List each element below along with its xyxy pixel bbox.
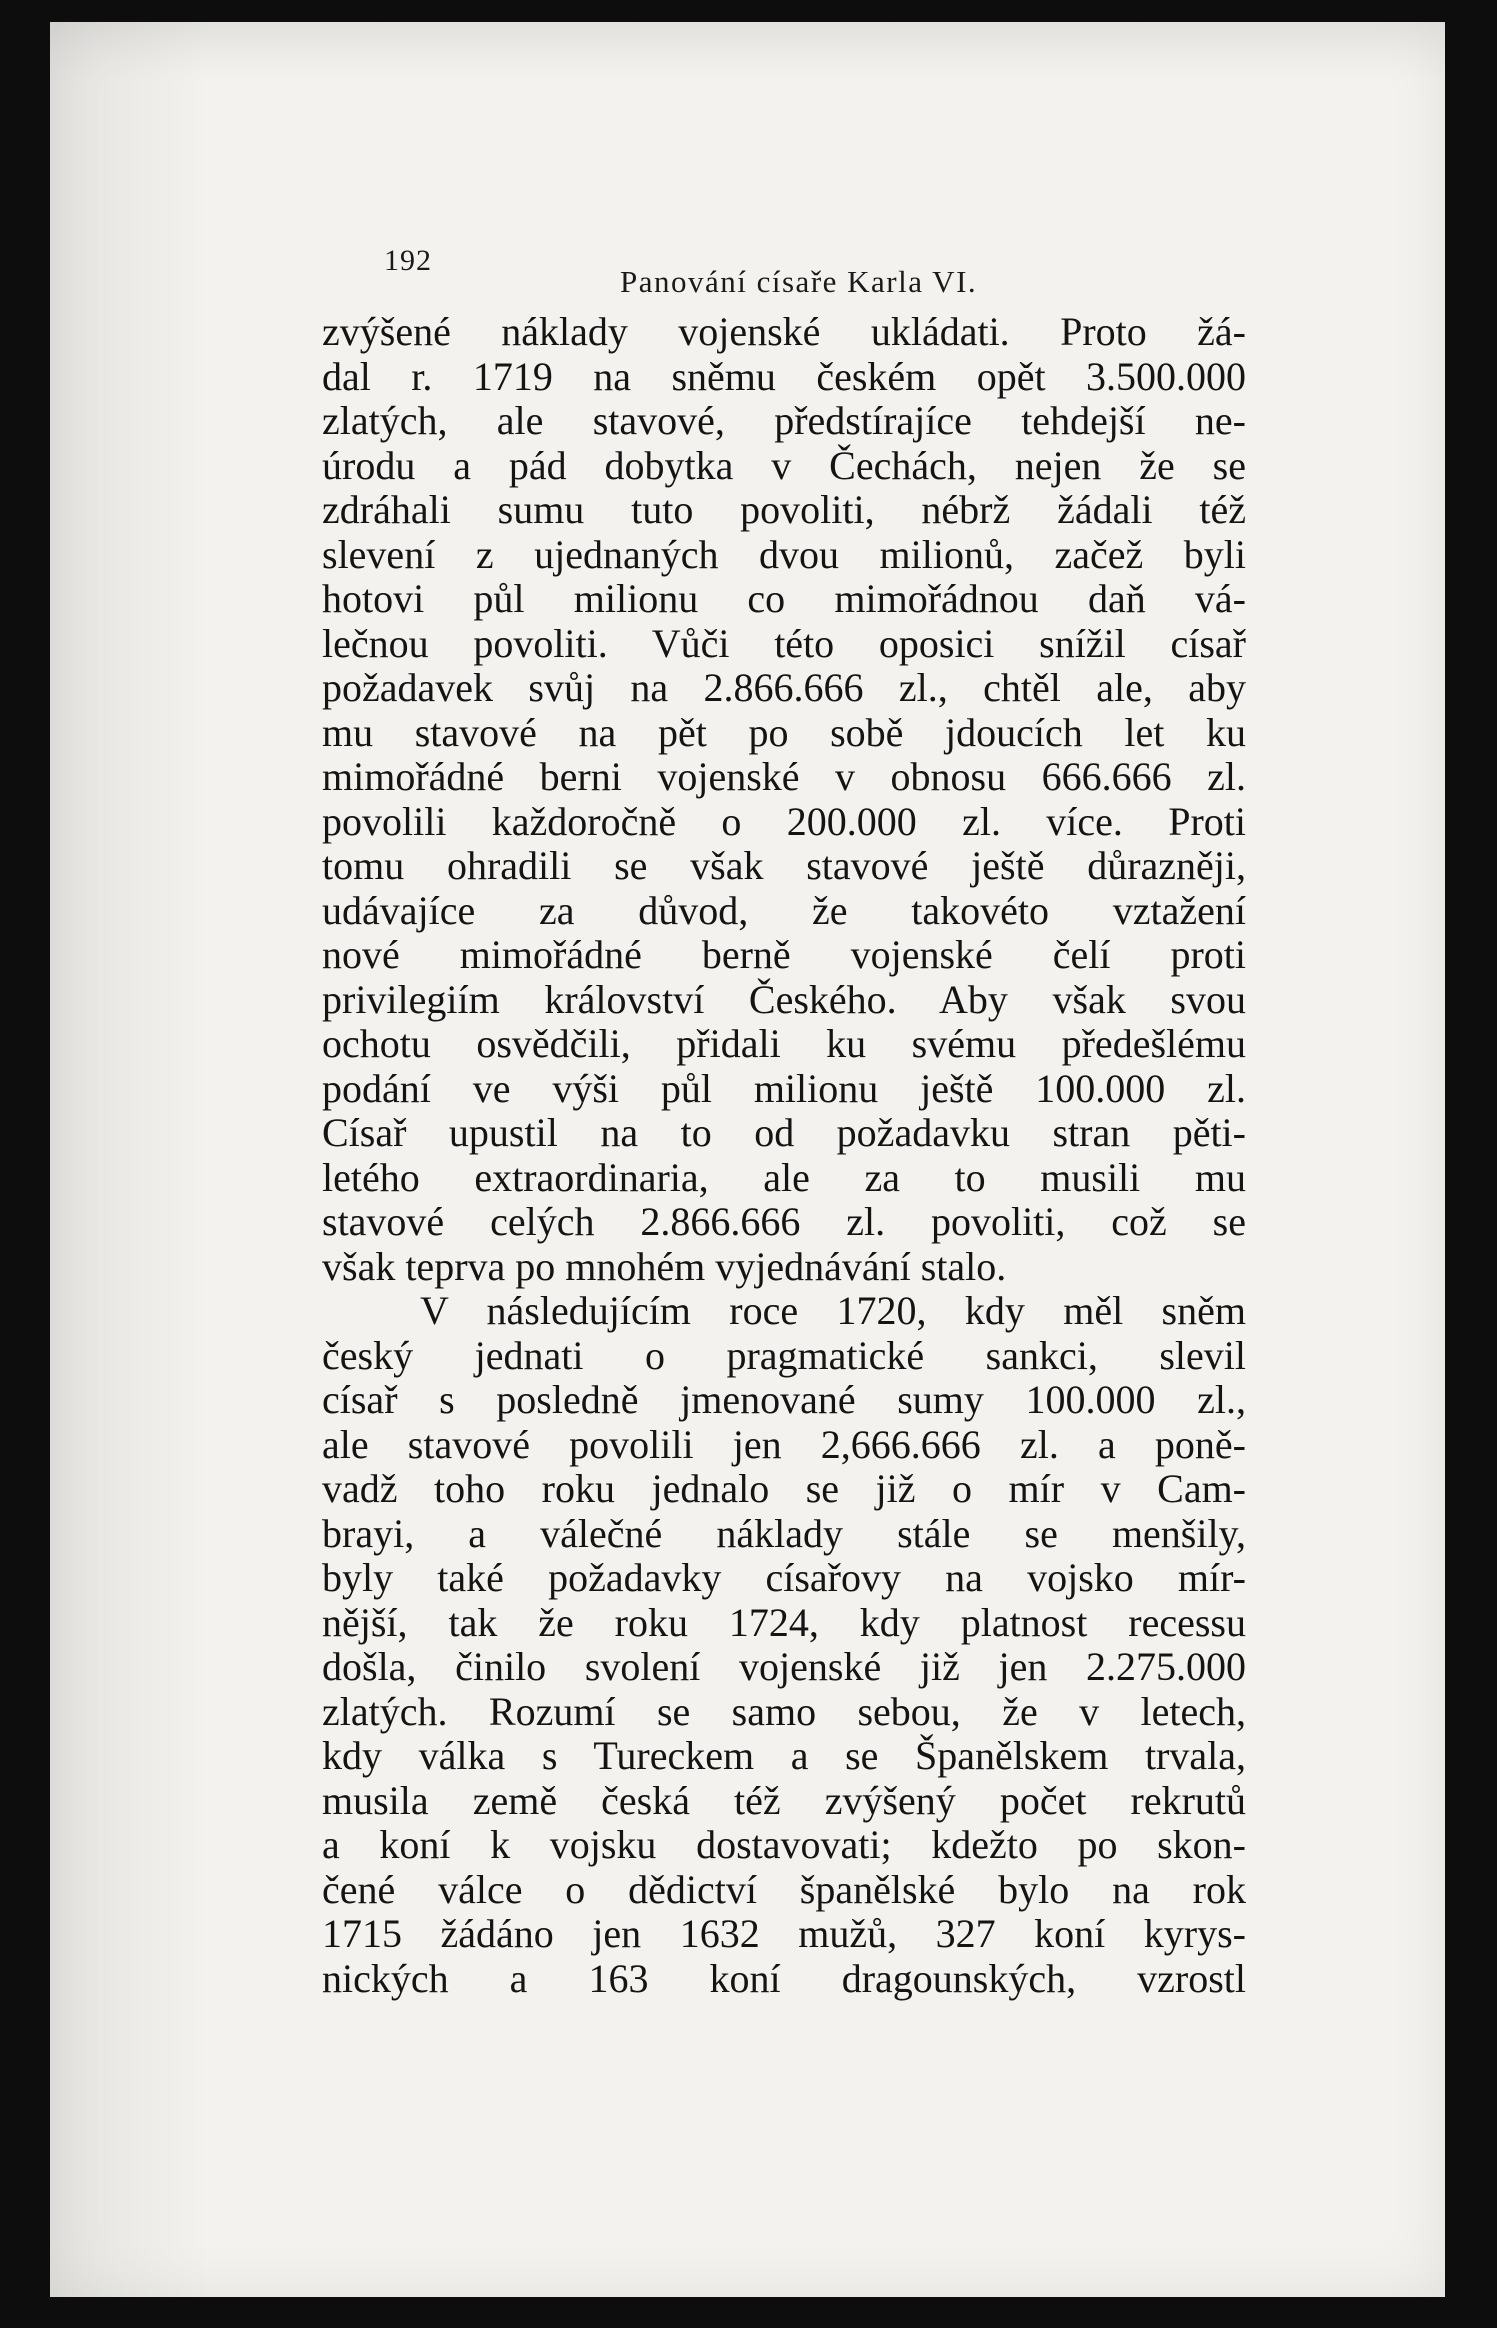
text-line: Císař upustil na to od požadavku stran pěti- [322, 1111, 1246, 1155]
text-line: hotovi půl milionu co mimořádnou daň vá- [322, 577, 1246, 621]
text-line: čené válce o dědictví španělské bylo na rok [322, 1867, 1246, 1912]
text-line: 1715 žádáno jen 1632 mužů, 327 koní kyrys- [322, 1912, 1246, 1956]
page-number: 192 [384, 244, 432, 277]
text-line: udávajíce za důvod, že takovéto vztažení [322, 888, 1246, 933]
text-line: český jednati o pragmatické sankci, slevil [322, 1333, 1246, 1378]
text-line: úrodu a pád dobytka v Čechách, nejen že se [322, 443, 1246, 488]
text-line: letého extraordinaria, ale za to musili mu [322, 1155, 1246, 1200]
text-line: brayi, a válečné náklady stále se menšily, [322, 1511, 1246, 1556]
text-line: stavové celých 2.866.666 zl. povoliti, což se [322, 1200, 1246, 1244]
body-text [322, 310, 1246, 2001]
text-line: zdráhali sumu tuto povoliti, nébrž žádali též [322, 488, 1246, 532]
text-line: ochotu osvědčili, přidali ku svému předešlému [322, 1022, 1246, 1066]
text-line: zlatých. Rozumí se samo sebou, že v letech, [322, 1689, 1246, 1734]
text-line: povolili každoročně o 200.000 zl. více. Proti [322, 799, 1246, 844]
text-line: lečnou povoliti. Vůči této oposici snížil císař [322, 621, 1246, 666]
text-line: podání ve výši půl milionu ještě 100.000 zl. [322, 1066, 1246, 1111]
text-line: nější, tak že roku 1724, kdy platnost recessu [322, 1600, 1246, 1645]
text-line: však teprva po mnohém vyjednávání stalo. [322, 1244, 1007, 1289]
text-line: tomu ohradili se však stavové ještě důrazněji, [322, 844, 1246, 888]
text-line: ale stavové povolili jen 2,666.666 zl. a poně- [322, 1422, 1246, 1467]
text-line: císař s posledně jmenované sumy 100.000 zl., [322, 1378, 1246, 1422]
text-line: zlatých, ale stavové, předstírajíce tehdejší ne- [322, 399, 1246, 443]
text-line: privilegiím království Českého. Aby však svou [322, 977, 1246, 1022]
text-line: došla, činilo svolení vojenské již jen 2.275.000 [322, 1645, 1246, 1689]
text-line: slevení z ujednaných dvou milionů, začež byli [322, 532, 1246, 577]
text-line: mimořádné berni vojenské v obnosu 666.666 zl. [322, 755, 1246, 799]
text-line: kdy válka s Tureckem a se Španělskem trvala, [322, 1734, 1246, 1778]
text-line: V následujícím roce 1720, kdy měl sněm [420, 1289, 1246, 1333]
text-line: a koní k vojsku dostavovati; kdežto po skon- [322, 1823, 1246, 1867]
text-line: musila země česká též zvýšený počet rekrutů [322, 1778, 1246, 1823]
text-line: mu stavové na pět po sobě jdoucích let ku [322, 710, 1246, 755]
text-line: byly také požadavky císařovy na vojsko mír- [322, 1556, 1246, 1600]
text-line: vadž toho roku jednalo se již o mír v Cam- [322, 1467, 1246, 1511]
text-line: zvýšené náklady vojenské ukládati. Proto žá- [322, 310, 1246, 354]
text-line: nové mimořádné berně vojenské čelí proti [322, 933, 1246, 977]
running-head: Panování císaře Karla VI. [620, 264, 978, 299]
text-line: požadavek svůj na 2.866.666 zl., chtěl ale, aby [322, 666, 1246, 710]
text-line: nických a 163 koní dragounských, vzrostl [322, 1956, 1246, 2001]
text-line: dal r. 1719 na sněmu českém opět 3.500.000 [322, 354, 1246, 399]
